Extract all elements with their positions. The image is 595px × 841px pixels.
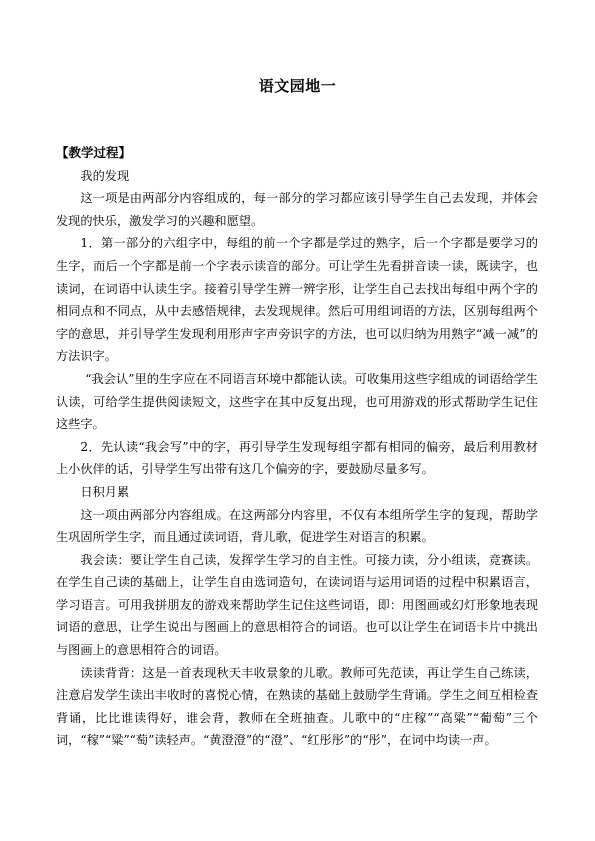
paragraph: 这一项是由两部分内容组成的，每一部分的学习都应该引导学生自己去发现，并体会发现的快乐，激发学习的兴趣和愿望。 — [56, 191, 538, 228]
paragraph: 这一项由两部分内容组成。在这两部分内容里，不仅有本组所学生字的复现，帮助学生巩固所学生字，而且通过读词语，背儿歌，促进学生对语言的积累。 — [56, 507, 538, 545]
paragraph: 2．先认读“我会写”中的字，再引导学生发现每组字都有相同的偏旁，最后利用教材上小伙伴的话，引导学生写出带有这几个偏旁的字，要鼓励尽量多写。 — [56, 439, 538, 477]
paragraph: 读读背背：这是一首表现秋天丰收景象的儿歌。教师可先范读，再让学生自己练读，注意启发学生读出丰收时的喜悦心情，在熟读的基础上鼓励学生背诵。学生之间互相检查背诵，比比谁读得好，谁会背，教师在全班抽查。儿歌中的“庄稼”“高粱”“葡萄”三个词，“稼”“粱”“萄”读轻声。“黄澄澄”的“澄”、“红彤彤”的“彤”，在词中均读一声。 — [56, 665, 538, 748]
paragraph: “我会认”里的生字应在不同语言环境中都能认读。可收集用这些字组成的词语给学生认读，可给学生提供阅读短文，这些字在其中反复出现，也可用游戏的形式帮助学生记住这些字。 — [56, 371, 538, 432]
paragraph: 1．第一部分的六组字中，每组的前一个字都是学过的熟字，后一个字都是要学习的生字，而后一个字都是前一个字表示读音的部分。可让学生先看拼音读一读，既读字，也读词，在词语中认读生字。接着引导学生辨一辨字形，让学生自己去找出每组中两个字的相同点和不同点，从中去感悟规律，去发现规律。然后可用组词语的方法，区别每组两个字的意思，并引导学生发现利用形声字声旁识字的方法，也可以归纳为用熟字“减一减”的方法识字。 — [56, 236, 538, 364]
paragraph: 我会读：要让学生自己读，发挥学生学习的自主性。可接力读，分小组读，竞赛读。在学生自己读的基础上，让学生自由选词造句，在读词语与运用词语的过程中积累语言，学习语言。可用我拼朋友的游戏来帮助学生记住这些词语，即：用图画或幻灯形象地表现词语的意思，让学生说出与图画上的意思相符合的词语。也可以让学生在词语卡片中挑出与图画上的意思相符合的词语。 — [56, 552, 538, 658]
subheading-daily-accumulation: 日积月累 — [80, 484, 130, 499]
page-title: 语文园地一 — [258, 77, 337, 95]
document-body — [56, 142, 538, 752]
subheading-my-discovery: 我的发现 — [80, 168, 130, 183]
section-header: 【教学过程】 — [56, 145, 132, 160]
